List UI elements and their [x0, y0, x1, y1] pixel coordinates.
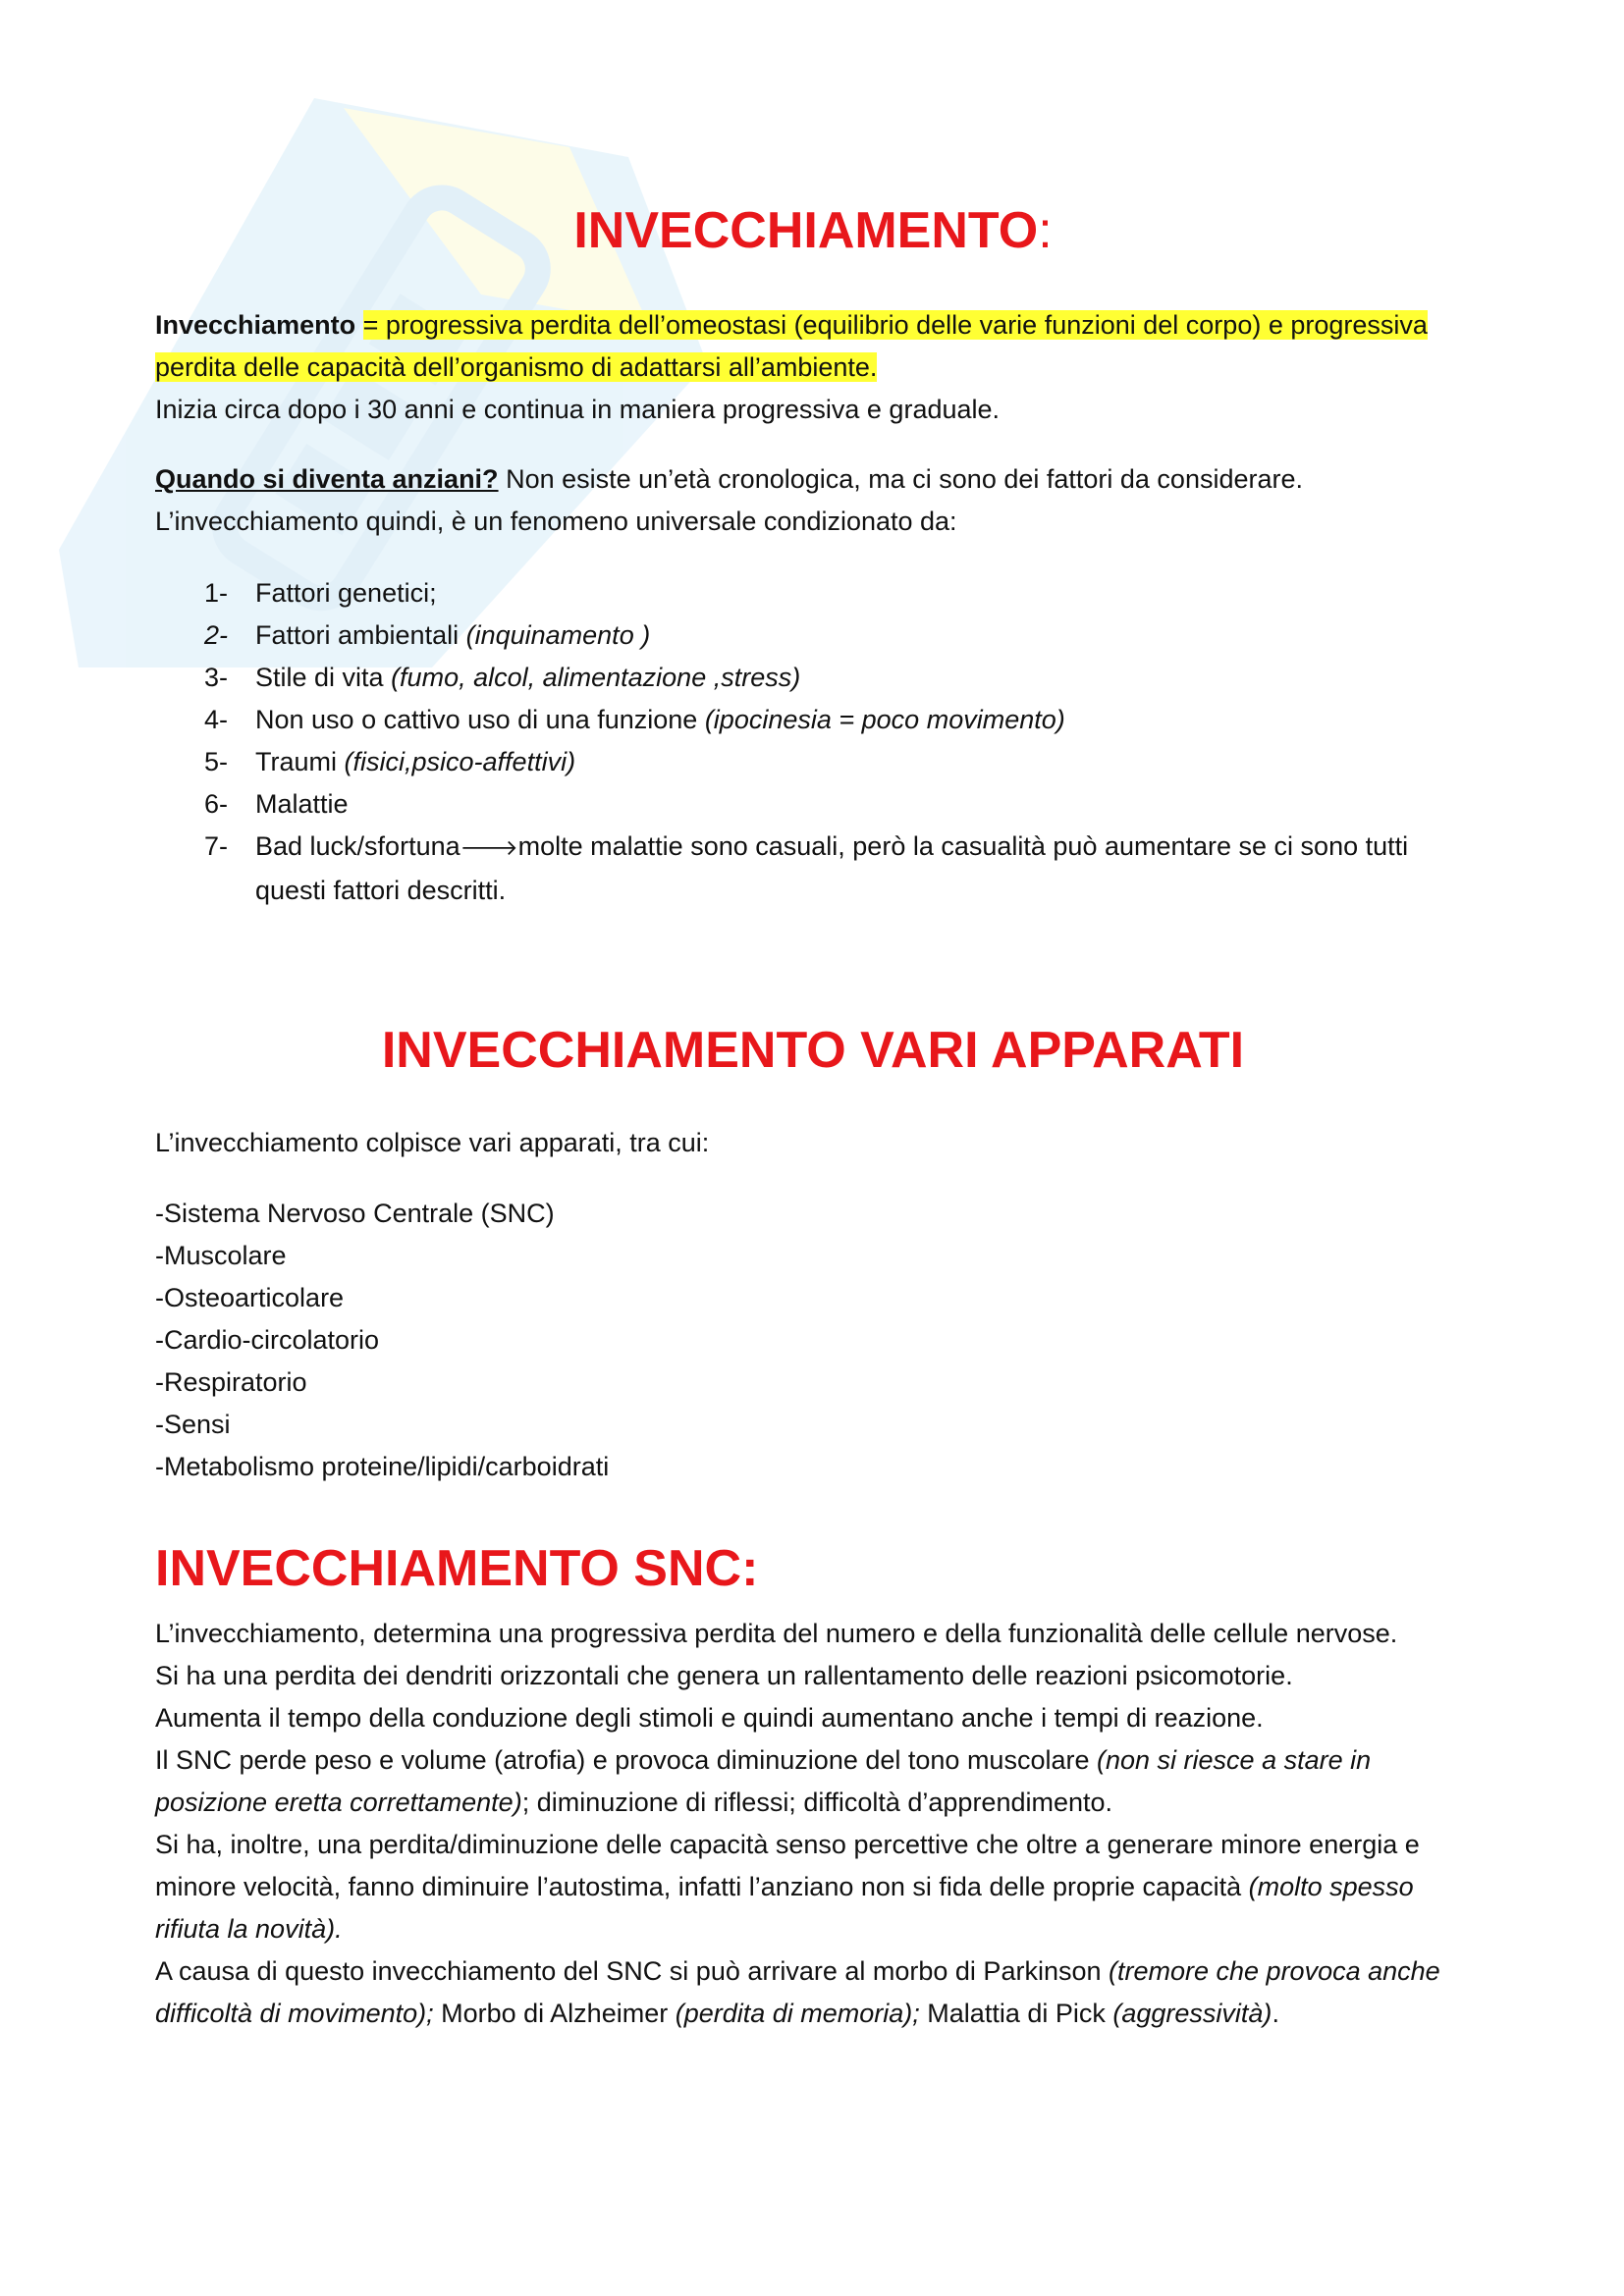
snc-body: [155, 1613, 1471, 2035]
title-vari-apparati: INVECCHIAMENTO VARI APPARATI: [381, 1022, 1245, 1079]
snc-paragraph-1: L’invecchiamento, determina una progressiva perdita del numero e della funzionalità delle cellule nervose.: [155, 1619, 1398, 1648]
question-answer: Non esiste un’età cronologica, ma ci sono dei fattori da considerare.: [498, 464, 1304, 494]
list-item: -Cardio-circolatorio: [155, 1325, 380, 1355]
list-item: 3- Stile di vita (fumo, alcol, alimentazione ,stress): [204, 663, 801, 692]
definition-term: Invecchiamento: [155, 310, 356, 340]
title-snc: INVECCHIAMENTO SNC:: [155, 1540, 759, 1597]
title-invecchiamento: INVECCHIAMENTO:: [573, 202, 1053, 259]
list-item: 1- Fattori genetici;: [204, 578, 437, 608]
factors-list: [155, 572, 1471, 912]
arrow-right-icon: 🡒: [460, 836, 518, 861]
list-item: -Osteoarticolare: [155, 1283, 345, 1312]
list-item: 4- Non uso o cattivo uso di una funzione (ipocinesia = poco movimento): [204, 705, 1065, 734]
list-item: -Sistema Nervoso Centrale (SNC): [155, 1199, 555, 1228]
definition-paragraph: [155, 304, 1471, 389]
snc-paragraph-2: Si ha una perdita dei dendriti orizzontali che genera un rallentamento delle reazioni psicomotorie.: [155, 1661, 1293, 1690]
list-item: 5- Traumi (fisici,psico-affettivi): [204, 747, 576, 776]
systems-list: [155, 1193, 1471, 1488]
list-item: -Metabolismo proteine/lipidi/carboidrati: [155, 1452, 610, 1481]
list-item: -Muscolare: [155, 1241, 287, 1270]
list-item: -Sensi: [155, 1410, 231, 1439]
definition-block: [155, 304, 1471, 431]
snc-paragraph-6: A causa di questo invecchiamento del SNC si può arrivare al morbo di Parkinson (tremore che provoca anche difficoltà di movimento); Morbo di Alzheimer (perdita di memoria); Malattia di Pick (aggressività).: [155, 1956, 1440, 2028]
question-text: Quando si diventa anziani?: [155, 464, 499, 494]
definition-highlight: = progressiva perdita dell’omeostasi (equilibrio delle varie funzioni del corpo) e progressiva perdita delle capacità dell’organismo di adattarsi all’ambiente.: [155, 310, 1428, 382]
list-item: 2- Fattori ambientali (inquinamento ): [204, 620, 651, 650]
list-item: -Respiratorio: [155, 1367, 307, 1397]
list-intro: L’invecchiamento quindi, è un fenomeno universale condizionato da:: [155, 507, 957, 536]
snc-paragraph-3: Aumenta il tempo della conduzione degli stimoli e quindi aumentano anche i tempi di reazione.: [155, 1703, 1264, 1733]
question-paragraph: [155, 458, 1471, 501]
start-age-text: Inizia circa dopo i 30 anni e continua in maniera progressiva e graduale.: [155, 395, 1001, 424]
snc-paragraph-4: Il SNC perde peso e volume (atrofia) e provoca diminuzione del tono muscolare (non si riesce a stare in posizione eretta correttamente); diminuzione di riflessi; difficoltà d’apprendimento.: [155, 1745, 1372, 1817]
question-block: [155, 458, 1471, 543]
list-item: 7- Bad luck/sfortuna🡒molte malattie sono casuali, però la casualità può aumentare se ci sono tutti questi fattori descritti.: [155, 826, 1471, 912]
snc-paragraph-5: Si ha, inoltre, una perdita/diminuzione delle capacità senso percettive che oltre a generare minore energia e minore velocità, fanno diminuire l’autostima, infatti l’anziano non si fida delle proprie capacità (molto spesso rifiuta la novità).: [155, 1830, 1420, 1944]
list-item: 6- Malattie: [204, 789, 349, 819]
apparati-intro: L’invecchiamento colpisce vari apparati, tra cui:: [155, 1128, 710, 1157]
